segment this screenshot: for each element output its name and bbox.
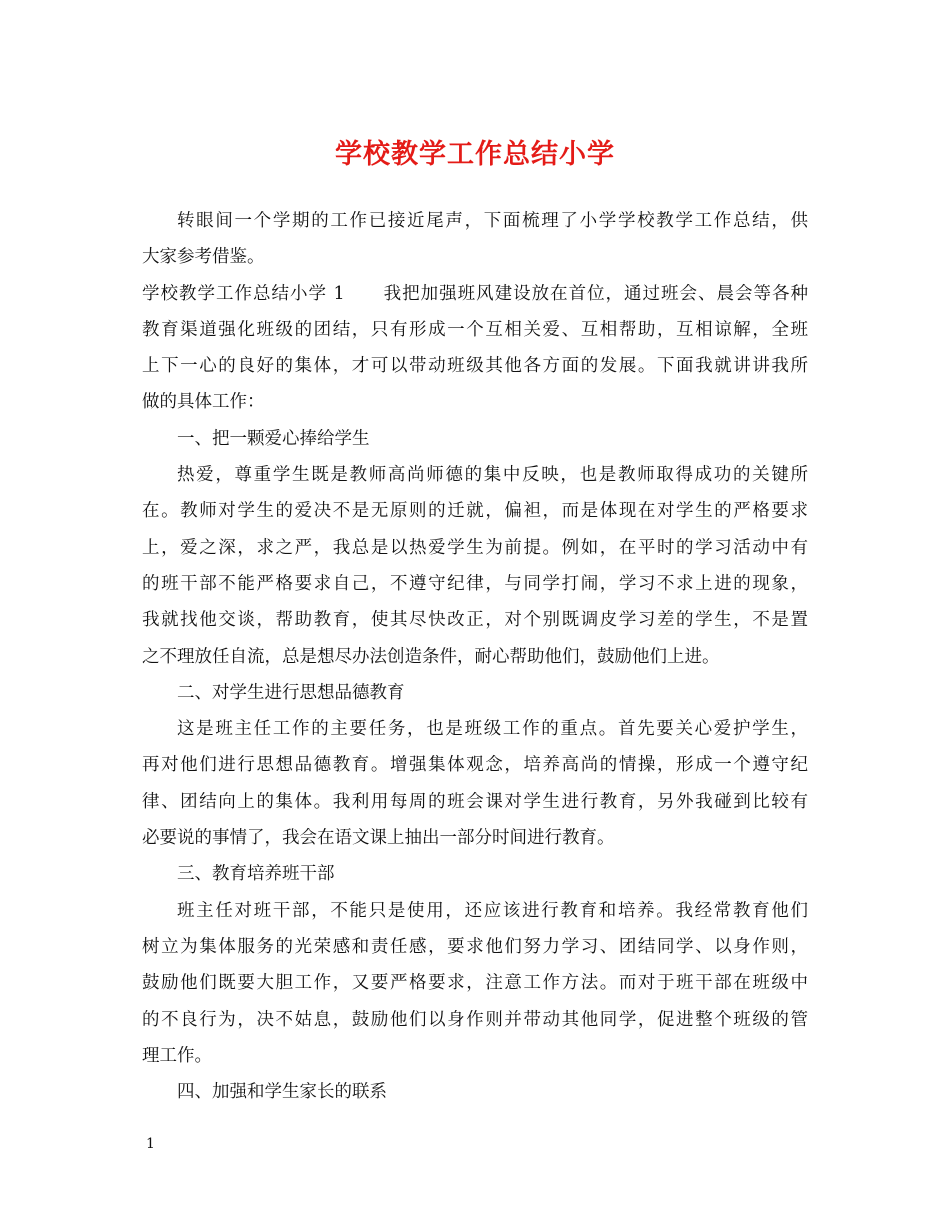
text-line: 鼓励他们既要大胆工作，又要严格要求，注意工作方法。而对于班干部在班级中: [142, 973, 808, 994]
text-line: 再对他们进行思想品德教育。增强集体观念，培养高尚的情操，形成一个遵守纪: [142, 755, 808, 776]
text-line: 的不良行为，决不姑息，鼓励他们以身作则并带动其他同学，促进整个班级的管: [142, 1009, 808, 1030]
text-line: 必要说的事情了，我会在语文课上抽出一部分时间进行教育。: [142, 828, 615, 849]
text-line: 律、团结向上的集体。我利用每周的班会课对学生进行教育，另外我碰到比较有: [142, 791, 808, 812]
text-line: 之不理放任自流，总是想尽办法创造条件，耐心帮助他们，鼓励他们上进。: [142, 646, 720, 667]
text-line: 教育渠道强化班级的团结，只有形成一个互相关爱、互相帮助，互相谅解，全班: [142, 319, 808, 340]
section-heading-inline: 学校教学工作总结小学 1: [142, 283, 345, 304]
text-line: 这是班主任工作的主要任务，也是班级工作的重点。首先要关心爱护学生，: [177, 719, 808, 740]
text-run: 我把加强班风建设放在首位，通过班会、晨会等各种: [382, 283, 809, 304]
text-line: 热爱，尊重学生既是教师高尚师德的集中反映，也是教师取得成功的关键所: [177, 465, 808, 486]
text-line: 做的具体工作：: [142, 392, 265, 413]
text-line: 我就找他交谈，帮助教育，使其尽快改正，对个别既调皮学习差的学生，不是置: [142, 610, 808, 631]
section-heading: 三、教育培养班干部: [177, 864, 335, 885]
text-line: 树立为集体服务的光荣感和责任感，要求他们努力学习、团结同学、以身作则，: [142, 936, 808, 957]
text-line: 上，爱之深，求之严，我总是以热爱学生为前提。例如，在平时的学习活动中有: [142, 537, 808, 558]
text-line: 班主任对班干部，不能只是使用，还应该进行教育和培养。我经常教育他们: [177, 900, 808, 921]
text-line: [142, 276, 808, 312]
text-line: 理工作。: [142, 1045, 212, 1066]
text-line: 在。教师对学生的爱决不是无原则的迁就，偏袒，而是体现在对学生的严格要求: [142, 501, 808, 522]
section-heading: 四、加强和学生家长的联系: [177, 1082, 387, 1103]
text-line: 的班干部不能严格要求自己，不遵守纪律，与同学打闹，学习不求上进的现象，: [142, 573, 808, 594]
section-heading: 一、把一颗爱心捧给学生: [177, 428, 370, 449]
text-line: 转眼间一个学期的工作已接近尾声，下面梳理了小学学校教学工作总结，供: [177, 211, 808, 231]
document-title: 学校教学工作总结小学: [335, 139, 615, 170]
text-line: 上下一心的良好的集体，才可以带动班级其他各方面的发展。下面我就讲讲我所: [142, 356, 808, 377]
section-heading: 二、对学生进行思想品德教育: [177, 682, 405, 703]
page-number: 1: [146, 1136, 155, 1152]
document-body: [142, 203, 808, 1110]
text-line: 大家参考借鉴。: [142, 247, 265, 268]
